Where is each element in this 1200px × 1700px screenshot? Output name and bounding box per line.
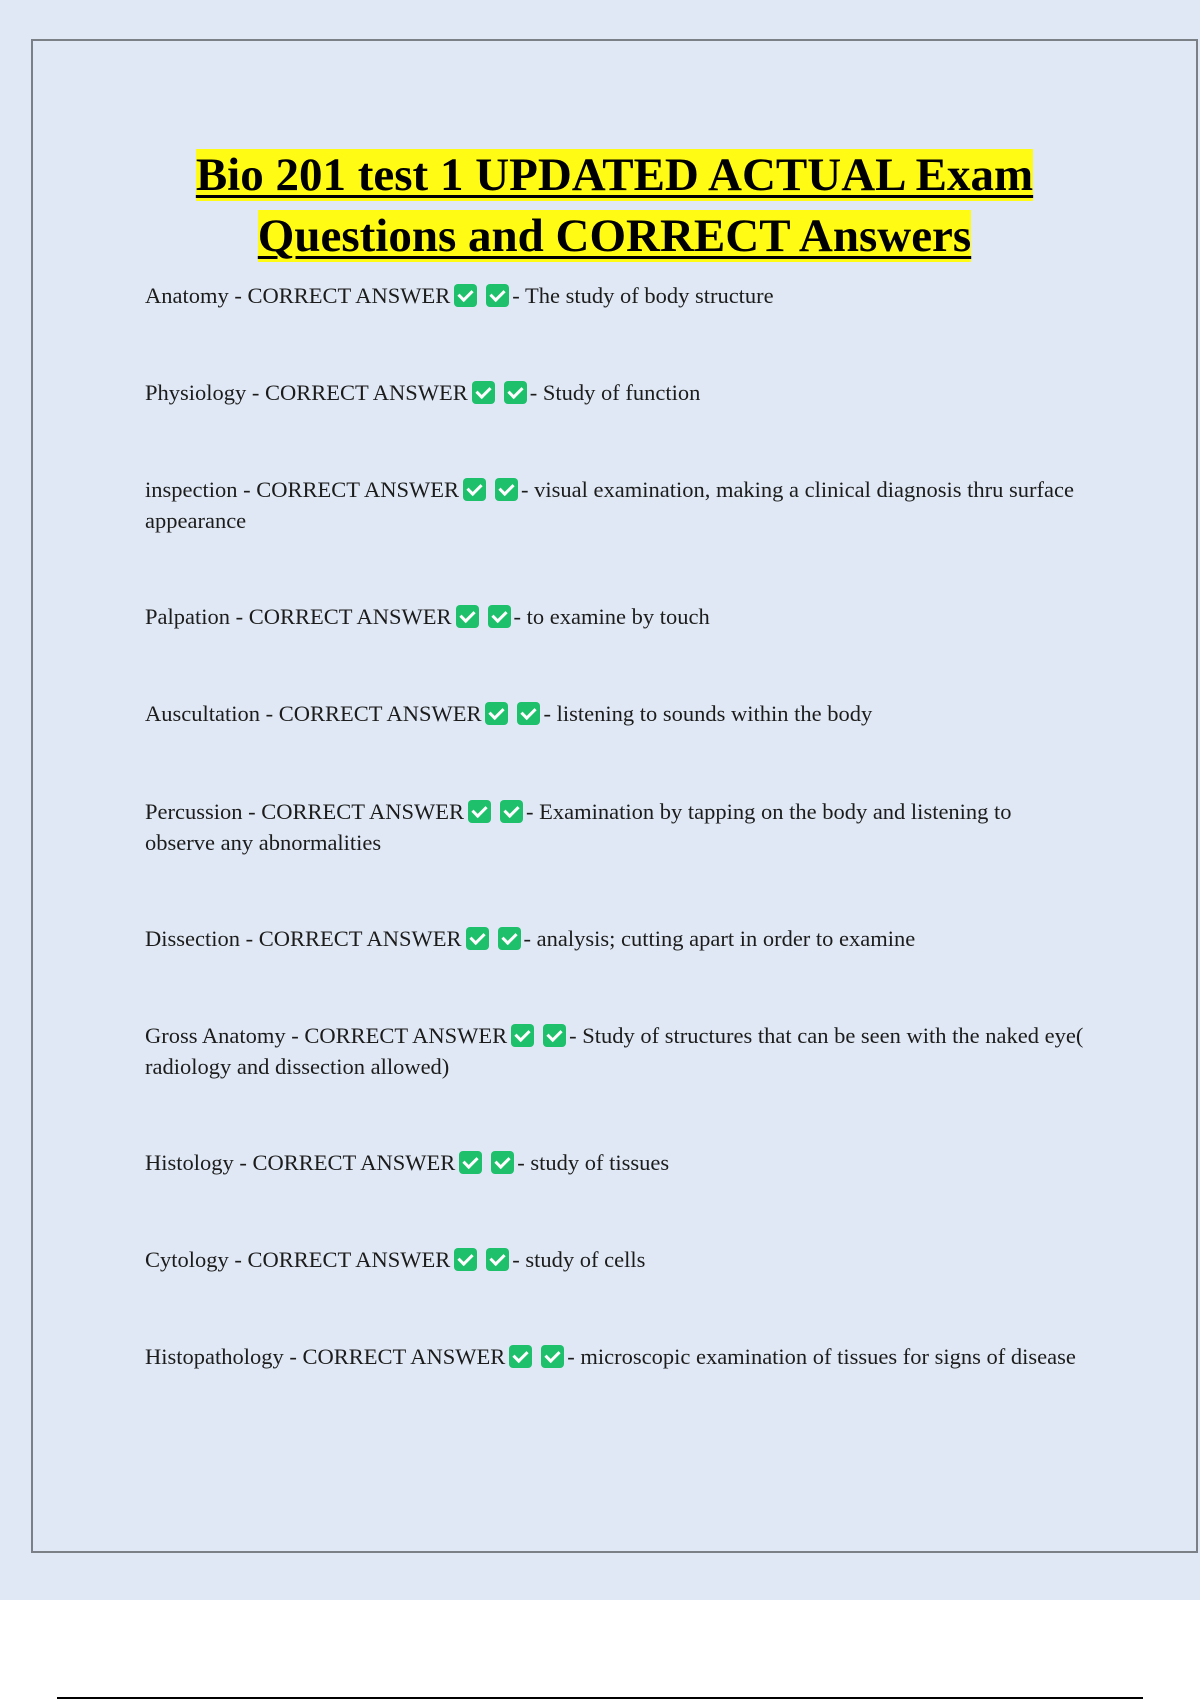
answer-marker: CORRECT ANSWER bbox=[278, 701, 482, 726]
answer-marker: CORRECT ANSWER bbox=[247, 1247, 451, 1272]
qa-item: Anatomy - CORRECT ANSWER - The study of body structure bbox=[145, 283, 774, 308]
check-mark-icon bbox=[486, 284, 509, 307]
qa-item: Histology - CORRECT ANSWER - study of tissues bbox=[145, 1150, 670, 1175]
check-mark-icon bbox=[454, 284, 477, 307]
qa-term: Gross Anatomy bbox=[145, 1023, 286, 1048]
qa-item: Dissection - CORRECT ANSWER - analysis; cutting apart in order to examine bbox=[145, 926, 916, 951]
check-mark-icon bbox=[488, 605, 511, 628]
qa-item: Palpation - CORRECT ANSWER - to examine by touch bbox=[145, 604, 710, 629]
answer-marker: CORRECT ANSWER bbox=[258, 926, 462, 951]
check-mark-icon bbox=[509, 1345, 532, 1368]
qa-term: Histology bbox=[145, 1150, 234, 1175]
check-mark-icon bbox=[485, 702, 508, 725]
check-mark-icon bbox=[459, 1151, 482, 1174]
check-mark-icon bbox=[472, 381, 495, 404]
answer-marker: CORRECT ANSWER bbox=[247, 283, 451, 308]
check-mark-icon bbox=[486, 1248, 509, 1271]
qa-item: Histopathology - CORRECT ANSWER - microscopic examination of tissues for signs of disease bbox=[145, 1344, 1076, 1369]
check-mark-icon bbox=[466, 927, 489, 950]
answer-marker: CORRECT ANSWER bbox=[252, 1150, 456, 1175]
check-mark-icon bbox=[500, 800, 523, 823]
answer-marker: CORRECT ANSWER bbox=[265, 380, 468, 405]
check-mark-icon bbox=[454, 1248, 477, 1271]
qa-item: inspection - CORRECT ANSWER - visual examination, making a clinical diagnosis thru surface appearance bbox=[145, 477, 1074, 533]
check-mark-icon bbox=[543, 1024, 566, 1047]
qa-term: Histopathology bbox=[145, 1344, 284, 1369]
qa-term: Palpation bbox=[145, 604, 230, 629]
footer-rule bbox=[57, 1697, 1143, 1699]
qa-item: Percussion - CORRECT ANSWER - Examination by tapping on the body and listening to observe any abnormalities bbox=[145, 799, 1012, 855]
check-mark-icon bbox=[491, 1151, 514, 1174]
title-line-2: Questions and CORRECT Answers bbox=[257, 210, 972, 262]
qa-answer: analysis; cutting apart in order to examine bbox=[536, 926, 916, 951]
qa-term: Auscultation bbox=[145, 701, 260, 726]
check-mark-icon bbox=[498, 927, 521, 950]
check-mark-icon bbox=[495, 478, 518, 501]
qa-item: Auscultation - CORRECT ANSWER - listening to sounds within the body bbox=[145, 701, 873, 726]
answer-marker: CORRECT ANSWER bbox=[304, 1023, 508, 1048]
answer-marker: CORRECT ANSWER bbox=[261, 799, 464, 824]
qa-answer: visual examination, making a clinical diagnosis thru surface appearance bbox=[145, 477, 1074, 533]
check-mark-icon bbox=[504, 381, 527, 404]
check-mark-icon bbox=[511, 1024, 534, 1047]
qa-answer: study of tissues bbox=[530, 1150, 670, 1175]
check-mark-icon bbox=[517, 702, 540, 725]
answer-marker: CORRECT ANSWER bbox=[248, 604, 452, 629]
qa-answer: Study of structures that can be seen with the naked eye( radiology and dissection allowed) bbox=[145, 1023, 1084, 1079]
title-line-1: Bio 201 test 1 UPDATED ACTUAL Exam bbox=[195, 149, 1034, 201]
qa-term: Physiology bbox=[145, 380, 247, 405]
qa-answer: study of cells bbox=[525, 1247, 646, 1272]
qa-answer: Examination by tapping on the body and listening to observe any abnormalities bbox=[145, 799, 1012, 855]
qa-term: Percussion bbox=[145, 799, 243, 824]
qa-answer: to examine by touch bbox=[526, 604, 710, 629]
qa-item: Physiology - CORRECT ANSWER - Study of function bbox=[145, 380, 701, 405]
qa-term: Anatomy bbox=[145, 283, 229, 308]
qa-term: Cytology bbox=[145, 1247, 229, 1272]
check-mark-icon bbox=[456, 605, 479, 628]
qa-answer: Study of function bbox=[542, 380, 701, 405]
document-title bbox=[31, 145, 1198, 267]
check-mark-icon bbox=[468, 800, 491, 823]
answer-marker: CORRECT ANSWER bbox=[256, 477, 459, 502]
qa-term: inspection bbox=[145, 477, 238, 502]
answer-marker: CORRECT ANSWER bbox=[302, 1344, 506, 1369]
check-mark-icon bbox=[541, 1345, 564, 1368]
qa-answer: The study of body structure bbox=[524, 283, 774, 308]
qa-term: Dissection bbox=[145, 926, 240, 951]
qa-answer: microscopic examination of tissues for signs of disease bbox=[580, 1344, 1076, 1369]
qa-item: Cytology - CORRECT ANSWER - study of cells bbox=[145, 1247, 646, 1272]
qa-answer: listening to sounds within the body bbox=[556, 701, 873, 726]
check-mark-icon bbox=[463, 478, 486, 501]
qa-item: Gross Anatomy - CORRECT ANSWER - Study of structures that can be seen with the naked eye( radiology and dissection allowed) bbox=[145, 1023, 1084, 1079]
